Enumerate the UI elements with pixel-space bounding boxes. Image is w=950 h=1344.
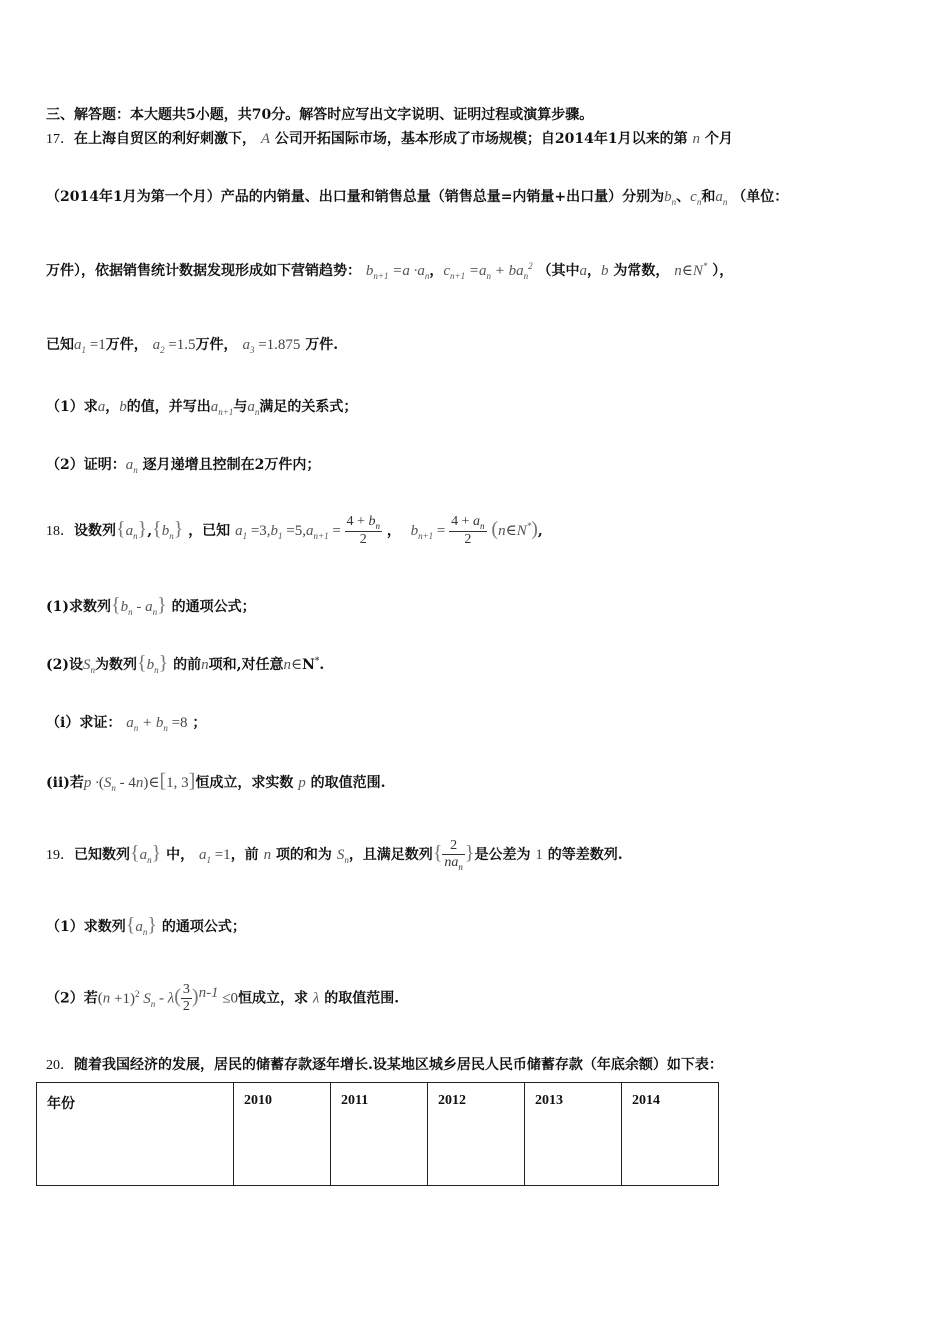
q19-part1: （1）求数列$\{a_n\}$ 的通项公式； (46, 914, 246, 937)
savings-table (36, 1082, 719, 1186)
q19-line1: 19．已知数列$\{a_n\}$ 中， $a_1 =1$，前 n 项的和为 $S_n$，且满足数列{ $\frac{2}{na_n}$ }是公差为 1 的等差数列. (46, 838, 623, 872)
q17-number: 17． (46, 132, 74, 147)
table-header-2011: 2011 (331, 1083, 428, 1186)
q19-number: 19． (46, 847, 74, 863)
q17-part2: （2）证明：$a_n$ 逐月递增且控制在2万件内； (46, 457, 321, 475)
q18-part-ii: (ii)若$p \cdot(S_n$ - 4n)∈[1, 3]恒成立，求实数 p 的取值范围. (46, 770, 386, 793)
table-header-2012: 2012 (428, 1083, 525, 1186)
q17-line4: 已知$a_1 =1$万件， $a_2 =1.5$万件， $a_3 =1.875$ 万件. (46, 337, 339, 355)
q18-part2: (2)设$S_n$为数列$\{b_n\}$ 的前n项和,对任意n∈N*. (46, 652, 325, 675)
q17-line1: 17．在上海自贸区的利好刺激下， A 公司开拓国际市场，基本形成了市场规模；自2014年1月以来的第 n 个月 (46, 131, 733, 147)
q19-part2: （2）若$(n +1)^2$ $S_n - \lambda$( $\frac{3}{2}$ )$^{n-1}$ ≤0恒成立，求 λ 的取值范围. (46, 982, 400, 1014)
q17-line2: （2014年1月为第一个月）产品的内销量、出口量和销售总量（销售总量=内销量+出口量）分别为$b_n$、$c_n$和$a_n$ （单位： (46, 189, 789, 207)
table-header-2013: 2013 (525, 1083, 622, 1186)
q18-part1: (1)求数列$\{b_n - a_n\}$ 的通项公式； (46, 594, 256, 617)
q18-part-i: （i）求证： $a_n + b_n =8$ ； (46, 715, 207, 733)
q20-line1: 20．随着我国经济的发展，居民的储蓄存款逐年增长.设某地区城乡居民人民币储蓄存款（年底余额）如下表： (46, 1057, 723, 1073)
table-header-2010: 2010 (234, 1083, 331, 1186)
table-header-year: 年份 (37, 1083, 234, 1186)
q20-number: 20． (46, 1058, 74, 1073)
table-row (37, 1083, 719, 1186)
q18-line1: 18．设数列$\{a_n\},\{b_n\}$ ，已知 $a_1 =3,b_1 =5,a_{n+1}$ = $\frac{4 + b_n}{2}$ ， $b_{n+1}$ = $\frac{4 + a_n}{2}$ (n∈N*), (46, 514, 543, 547)
q17-line3: 万件），依据销售统计数据发现形成如下营销趋势： $b_{n+1} =a \cdot a_n$，$c_{n+1} =a_n + ba_n^2$ （其中a，b 为常数， n∈N* ）， (46, 261, 734, 281)
q18-number: 18． (46, 523, 74, 539)
q17-part1: （1）求a，b的值，并写出$a_{n+1}$与$a_n$满足的关系式； (46, 399, 358, 417)
table-header-2014: 2014 (622, 1083, 719, 1186)
section-header: 三、解答题：本大题共5小题，共70分。解答时应写出文字说明、证明过程或演算步骤。 (46, 107, 594, 123)
